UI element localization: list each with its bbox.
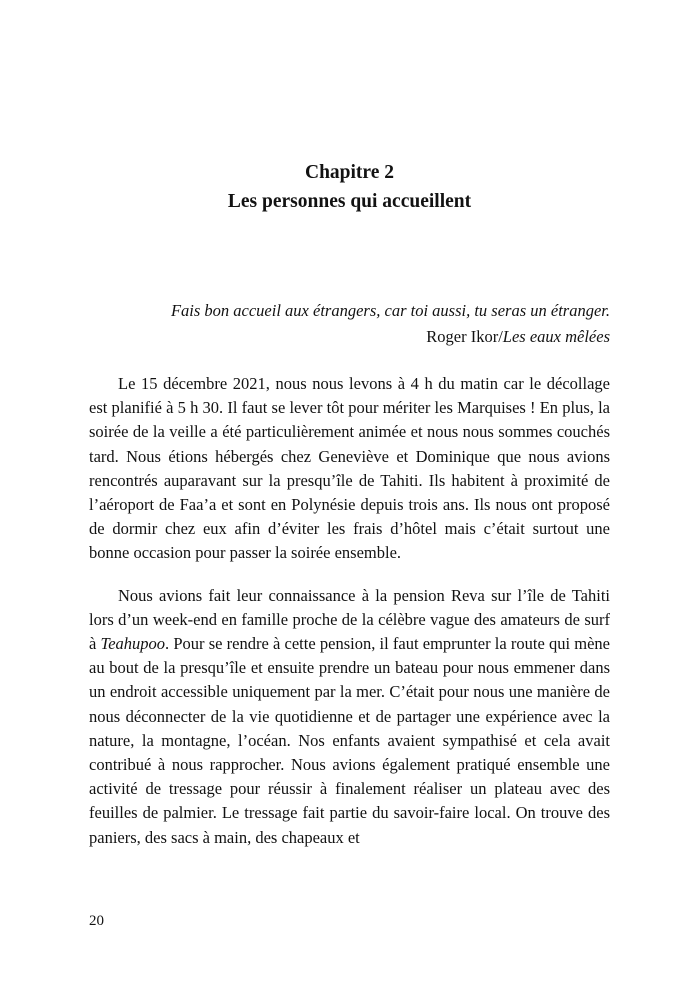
epigraph-quote: Fais bon accueil aux étrangers, car toi aussi, tu seras un étranger. xyxy=(170,301,610,320)
epigraph xyxy=(89,298,610,350)
page-number: 20 xyxy=(89,913,104,929)
epigraph-work-title: Les eaux mêlées xyxy=(502,327,610,346)
epigraph-attribution xyxy=(89,324,610,350)
body-text xyxy=(89,372,610,850)
epigraph-author: Roger Ikor/ xyxy=(426,327,503,346)
paragraph-2-text-after: . Pour se rendre à cette pension, il faut emprunter la route qui mène au bout de la presqu’île et ensuite prendre un bateau pour nous emmener dans un endroit accessible uniquement par la mer. C’était pour nous une manière de nous déconnecter de la vie quotidienne et de partager une expérience avec la nature, la montagne, l’océan. Nos enfants avaient sympathisé et cela avait contribué à nous rapprocher. Nous avions également pratiqué ensemble une activité de tressage pour réussir à finalement réaliser un plateau avec des feuilles de palmier. Le tressage fait partie du savoir-faire local. On trouve des paniers, des sacs à main, des chapeaux et xyxy=(89,634,610,847)
chapter-title: Chapitre 2 xyxy=(304,162,395,183)
paragraph-1: Le 15 décembre 2021, nous nous levons à 4 h du matin car le décollage est planifié à 5 h 30. Il faut se lever tôt pour mériter les Marquises ! En plus, la soirée de la veille a été particulièrement animée et nous nous sommes couchés tard. Nous étions hébergés chez Geneviève et Dominique que nous avions rencontrés auparavant sur la presqu’île de Tahiti. Ils habitent à proximité de l’aéroport de Faa’a et sont en Polynésie depuis trois ans. Ils nous ont proposé de dormir chez eux afin d’éviter les frais d’hôtel mais c’était surtout une bonne occasion pour passer la soirée ensemble. xyxy=(89,374,610,563)
paragraph-2-text-before: Nous avions fait leur connaissance à la pension Reva sur l’île de Tahiti lors d’un week-end en famille proche de la célèbre vague des amateurs de surf à xyxy=(89,585,610,654)
paragraph-2-italic-term: Teahupoo xyxy=(100,634,166,654)
chapter-header xyxy=(89,158,610,216)
chapter-subtitle: Les personnes qui accueillent xyxy=(227,191,472,212)
paragraph-2 xyxy=(89,584,610,850)
